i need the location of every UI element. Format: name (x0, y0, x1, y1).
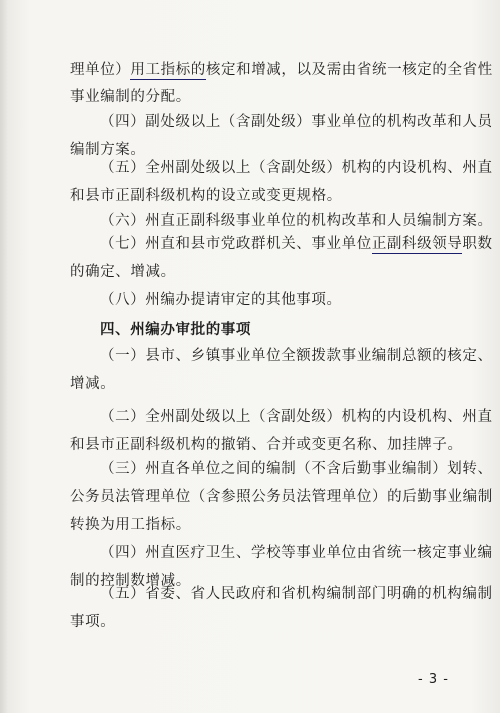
text-line: 制的控制数增减。 (70, 573, 191, 589)
text-line: （八）州编办提请审定的其他事项。 (100, 292, 342, 308)
text-line: 编制方案。 (70, 142, 146, 158)
text-line: 和县市正副科级机构的设立或变更规格。 (70, 188, 342, 204)
text-line: 和县市正副科级机构的撤销、合并或变更名称、加挂牌子。 (70, 437, 463, 453)
text-segment: （七）州直和县市党政群机关、事业单位 (100, 236, 372, 252)
text-line: 增减。 (70, 376, 116, 392)
text-line: （六）州直正副科级事业单位的机构改革和人员编制方案。 (100, 213, 493, 229)
scan-edge-shadow (0, 0, 8, 713)
text-line: 公务员法管理单位（含参照公务员法管理单位）的后勤事业编制 (70, 489, 493, 505)
text-line (100, 234, 493, 254)
underlined-text: 用工指标的 (130, 62, 206, 78)
text-line: 转换为用工指标。 (70, 517, 191, 533)
text-line: （四）副处级以上（含副处级）事业单位的机构改革和人员 (100, 114, 493, 130)
text-line: （二）全州副处级以上（含副处级）机构的内设机构、州直 (100, 409, 493, 425)
underlined-text: 正副科级领导 (371, 236, 463, 252)
text-segment: 职数 (462, 236, 493, 252)
text-segment: 理单位） (70, 62, 131, 78)
text-segment: 核定和增减，以及需由省统一核定的全省性 (205, 62, 493, 78)
text-line: 事业编制的分配。 (70, 89, 191, 105)
text-line: （四）州直医疗卫生、学校等事业单位由省统一核定事业编 (100, 545, 493, 561)
text-line: （五）省委、省人民政府和省机构编制部门明确的机构编制 (100, 586, 493, 602)
section-heading: 四、州编办审批的事项 (100, 322, 251, 338)
text-line (70, 60, 493, 80)
text-line: 的确定、增减。 (70, 264, 176, 280)
text-line: （五）全州副处级以上（含副处级）机构的内设机构、州直 (100, 160, 493, 176)
text-line: （一）县市、乡镇事业单位全额拨款事业编制总额的核定、 (100, 348, 493, 364)
text-line: （三）州直各单位之间的编制（不含后勤事业编制）划转、 (100, 461, 493, 477)
page-number: - 3 - (418, 672, 449, 687)
text-line: 事项。 (70, 614, 116, 630)
